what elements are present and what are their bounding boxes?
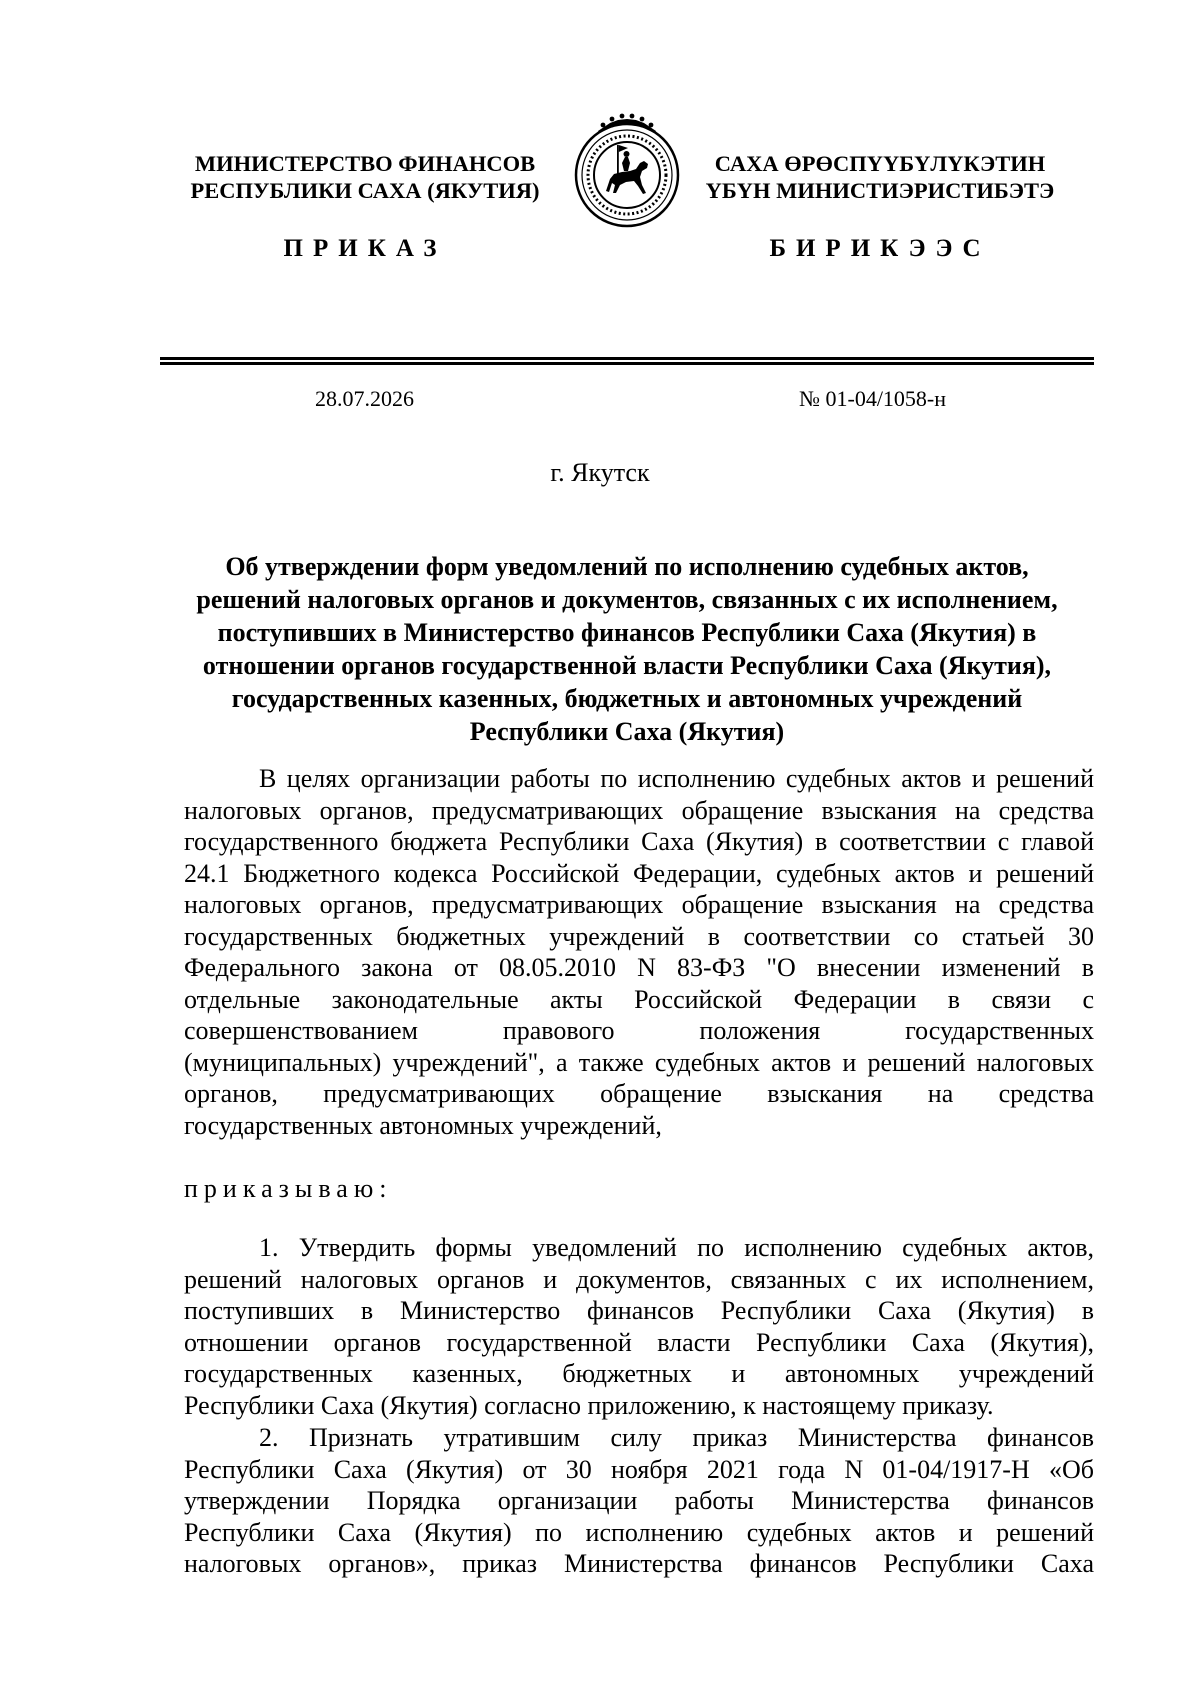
title-line: Республики Саха (Якутия)	[469, 717, 785, 746]
preamble-paragraph	[184, 763, 1094, 1141]
ministry-name-russian-line-2: РЕСПУБЛИКИ САХА (ЯКУТИЯ)	[190, 178, 540, 203]
paragraph-line: 2. Признать утратившим силу приказ Министерства финансов	[259, 1423, 1094, 1452]
paragraph-line: государственных бюджетных учреждений в соответствии со статьей 30	[184, 921, 1094, 951]
ministry-name-yakut-line-1: САХА ӨРӨСПҮҮБҮЛҮКЭТИН	[714, 151, 1046, 176]
title-line: поступивших в Министерство финансов Республики Саха (Якутия) в	[217, 618, 1037, 647]
paragraph-line: совершенствованием правового положения государственных	[184, 1016, 1094, 1045]
paragraph-line: Республики Саха (Якутия) по исполнению судебных актов и решений	[184, 1517, 1094, 1547]
title-line: Об утверждении форм уведомлений по исполнению судебных актов,	[225, 552, 1029, 581]
paragraph-line: отдельные законодательные акты Российской Федерации в связи с	[184, 984, 1094, 1014]
title-line: отношении органов государственной власти Республики Саха (Якутия),	[202, 651, 1052, 680]
paragraph-line: налоговых органов, предусматривающих обращение взыскания на средства	[184, 795, 1094, 825]
ministry-name-yakut	[705, 150, 1055, 204]
document-city: г. Якутск	[550, 458, 650, 487]
ministry-name-russian	[190, 150, 540, 204]
paragraph-line: 24.1 Бюджетного кодекса Российской Федерации, судебных актов и решений	[184, 858, 1094, 888]
header-divider-top	[160, 357, 1094, 360]
republic-emblem-icon	[562, 111, 692, 231]
order-item-2	[184, 1422, 1094, 1580]
title-line: государственных казенных, бюджетных и автономных учреждений	[231, 684, 1023, 713]
paragraph-line: решений налоговых органов и документов, связанных с их исполнением,	[184, 1264, 1094, 1294]
paragraph-line: налоговых органов, предусматривающих обращение взыскания на средства	[184, 890, 1094, 919]
paragraph-line: государственных казенных, бюджетных и автономных учреждений	[184, 1359, 1094, 1388]
document-type-russian: ПРИКАЗ	[283, 235, 447, 262]
document-date: 28.07.2026	[315, 386, 414, 411]
order-word: приказываю:	[184, 1174, 393, 1203]
paragraph-line: В целях организации работы по исполнению судебных актов и решений	[259, 764, 1094, 793]
paragraph-line: 1. Утвердить формы уведомлений по исполнению судебных актов,	[259, 1233, 1094, 1262]
document-title	[160, 550, 1094, 748]
paragraph-line: Республики Саха (Якутия) от 30 ноября 2021 года N 01-04/1917-Н «Об	[184, 1454, 1094, 1484]
paragraph-line: государственных автономных учреждений,	[184, 1110, 662, 1140]
paragraph-line: Федерального закона от 08.05.2010 N 83-ФЗ "О внесении изменений в	[184, 953, 1094, 982]
document-type-yakut: БИРИКЭЭС	[769, 235, 991, 262]
title-line: решений налоговых органов и документов, связанных с их исполнением,	[196, 585, 1058, 614]
paragraph-line: налоговых органов», приказ Министерства финансов Республики Саха	[184, 1549, 1094, 1578]
paragraph-line: поступивших в Министерство финансов Республики Саха (Якутия) в	[184, 1296, 1094, 1325]
order-item-1	[184, 1232, 1094, 1421]
paragraph-line: Республики Саха (Якутия) согласно приложению, к настоящему приказу.	[184, 1390, 994, 1420]
paragraph-line: государственного бюджета Республики Саха (Якутия) в соответствии с главой	[184, 827, 1094, 856]
ministry-name-yakut-line-2: ҮБҮН МИНИСТИЭРИСТИБЭТЭ	[705, 178, 1055, 203]
document-number: № 01-04/1058-н	[799, 386, 947, 411]
paragraph-line: утверждении Порядка организации работы Министерства финансов	[184, 1486, 1094, 1515]
paragraph-line: отношении органов государственной власти Республики Саха (Якутия),	[184, 1327, 1094, 1357]
paragraph-line: органов, предусматривающих обращение взыскания на средства	[184, 1079, 1094, 1108]
header-divider-bottom	[160, 362, 1094, 365]
ministry-name-russian-line-1: МИНИСТЕРСТВО ФИНАНСОВ	[194, 151, 536, 176]
paragraph-line: (муниципальных) учреждений", а также судебных актов и решений налоговых	[184, 1047, 1094, 1077]
